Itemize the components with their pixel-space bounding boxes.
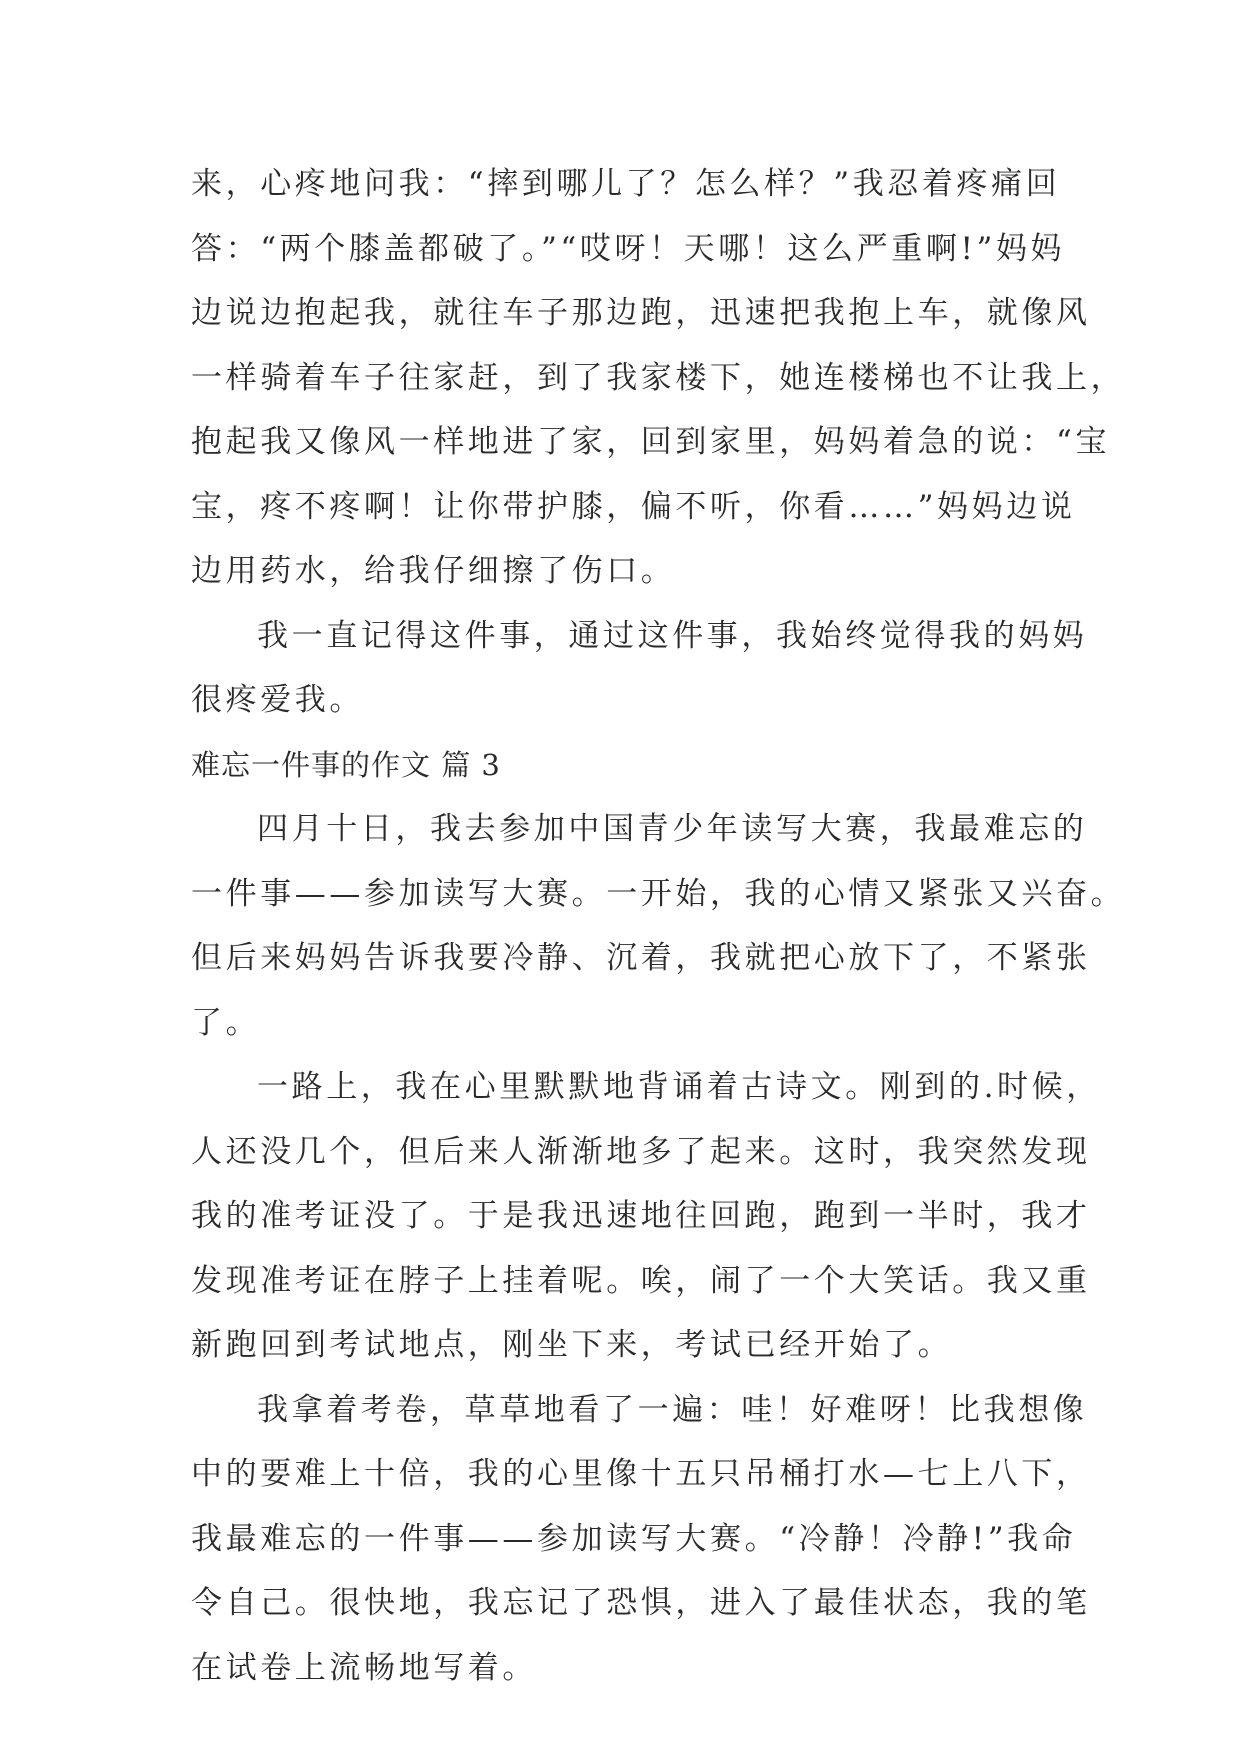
paragraph-first-line: 我一直记得这件事，通过这件事，我始终觉得我的妈妈 — [257, 617, 1088, 654]
text-line: 新跑回到考试地点，刚坐下来，考试已经开始了。 — [191, 1327, 953, 1363]
text-line: 宝，疼不疼啊！让你带护膝，偏不听，你看……”妈妈边说 — [191, 488, 1076, 525]
text-line: 一件事——参加读写大赛。一开始，我的心情又紧张又兴奋。 — [191, 875, 1126, 912]
text-line: 发现准考证在脖子上挂着呢。唉，闹了一个大笑话。我又重 — [191, 1262, 1091, 1299]
text-line: 边用药水，给我仔细擦了伤口。 — [191, 553, 676, 589]
paragraph-first-line: 一路上，我在心里默默地背诵着古诗文。刚到的.时候， — [257, 1069, 1101, 1105]
text-line: 边说边抱起我，就往车子那边跑，迅速把我抱上车，就像风 — [191, 295, 1091, 331]
paragraph-first-line: 我拿着考卷，草草地看了一遍：哇！好难呀！比我想像 — [257, 1391, 1088, 1428]
document-body — [191, 152, 1126, 1700]
text-line: 抱起我又像风一样地进了家，回到家里，妈妈着急的说：“宝 — [191, 424, 1111, 460]
paragraph-first-line: 四月十日，我去参加中国青少年读写大赛，我最难忘的 — [257, 811, 1088, 847]
section-heading: 难忘一件事的作文 篇 3 — [191, 747, 501, 782]
text-line: 我最难忘的一件事——参加读写大赛。“冷静！冷静!”我命 — [191, 1520, 1077, 1557]
text-line: 来，心疼地问我：“摔到哪儿了？怎么样？”我忍着疼痛回 — [191, 166, 1061, 202]
text-line: 很疼爱我。 — [191, 682, 364, 718]
text-line: 令自己。很快地，我忘记了恐惧，进入了最佳状态，我的笔 — [191, 1585, 1091, 1621]
text-line: 我的准考证没了。于是我迅速地往回跑，跑到一半时，我才 — [191, 1198, 1091, 1234]
text-line: 答：“两个膝盖都破了。”“哎呀！天哪！这么严重啊!”妈妈 — [191, 230, 1066, 267]
text-line: 一样骑着车子往家赶，到了我家楼下，她连楼梯也不让我上， — [191, 359, 1126, 396]
text-line: 中的要难上十倍，我的心里像十五只吊桶打水—七上八下， — [191, 1456, 1091, 1492]
text-line: 在试卷上流畅地写着。 — [191, 1649, 537, 1686]
text-line: 但后来妈妈告诉我要冷静、沉着，我就把心放下了，不紧张 — [191, 940, 1091, 976]
text-line: 人还没几个，但后来人渐渐地多了起来。这时，我突然发现 — [191, 1133, 1091, 1170]
text-line: 了。 — [191, 1004, 261, 1041]
